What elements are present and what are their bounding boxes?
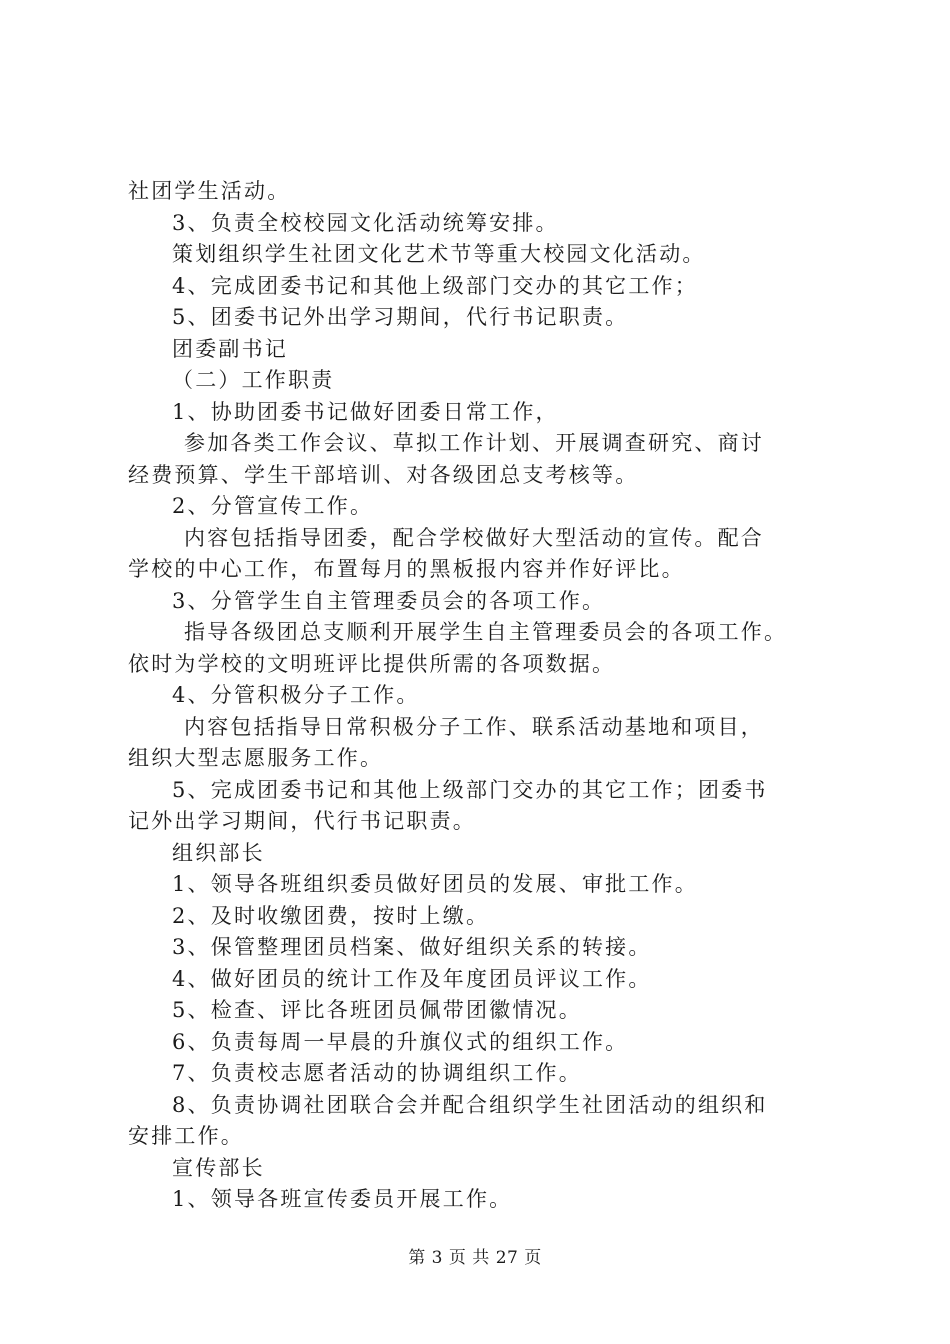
section-heading: （二）工作职责 <box>172 368 335 392</box>
text-line: 社团学生活动。 <box>128 179 291 203</box>
text-line: 6、负责每周一早晨的升旗仪式的组织工作。 <box>172 1029 629 1054</box>
text-line: 1、领导各班组织委员做好团员的发展、审批工作。 <box>172 872 698 896</box>
text-line: 5、检查、评比各班团员佩带团徽情况。 <box>172 998 582 1022</box>
text-line: 3、保管整理团员档案、做好组织关系的转接。 <box>172 935 652 959</box>
text-line: 参加各类工作会议、草拟工作计划、开展调查研究、商讨 <box>184 431 764 455</box>
text-line: 安排工作。 <box>128 1124 244 1148</box>
text-line: 组织大型志愿服务工作。 <box>128 746 384 770</box>
text-line: 策划组织学生社团文化艺术节等重大校园文化活动。 <box>172 242 706 266</box>
section-heading: 宣传部长 <box>172 1155 265 1180</box>
section-heading: 组织部长 <box>172 840 265 865</box>
text-line: 8、负责协调社团联合会并配合组织学生社团活动的组织和 <box>172 1092 768 1117</box>
text-line: 7、负责校志愿者活动的协调组织工作。 <box>172 1061 582 1085</box>
text-line: 内容包括指导团委，配合学校做好大型活动的宣传。配合 <box>184 525 764 550</box>
text-line: 1、领导各班宣传委员开展工作。 <box>172 1187 513 1211</box>
text-line: 指导各级团总支顺利开展学生自主管理委员会的各项工作。 <box>184 620 788 644</box>
text-line: 4、分管积极分子工作。 <box>172 683 420 707</box>
section-heading: 团委副书记 <box>172 336 288 361</box>
text-line: 5、团委书记外出学习期间，代行书记职责。 <box>172 305 629 329</box>
text-line: 依时为学校的文明班评比提供所需的各项数据。 <box>128 651 616 676</box>
text-line: 5、完成团委书记和其他上级部门交办的其它工作；团委书 <box>172 777 768 802</box>
text-line: 3、分管学生自主管理委员会的各项工作。 <box>172 588 606 613</box>
text-line: 内容包括指导日常积极分子工作、联系活动基地和项目， <box>184 714 764 739</box>
page-footer: 第 3 页 共 27 页 <box>408 1248 542 1268</box>
text-line: 3、负责全校校园文化活动统筹安排。 <box>172 210 559 235</box>
document-body <box>128 176 828 1216</box>
text-line: 2、分管宣传工作。 <box>172 494 374 518</box>
text-line: 4、完成团委书记和其他上级部门交办的其它工作； <box>172 273 698 298</box>
text-line: 记外出学习期间，代行书记职责。 <box>128 809 476 833</box>
text-line: 1、协助团委书记做好团委日常工作， <box>172 399 559 424</box>
text-line: 4、做好团员的统计工作及年度团员评议工作。 <box>172 966 652 991</box>
text-line: 经费预算、学生干部培训、对各级团总支考核等。 <box>128 462 639 487</box>
text-line: 2、及时收缴团费，按时上缴。 <box>172 903 490 928</box>
text-line: 学校的中心工作，布置每月的黑板报内容并作好评比。 <box>128 557 685 581</box>
